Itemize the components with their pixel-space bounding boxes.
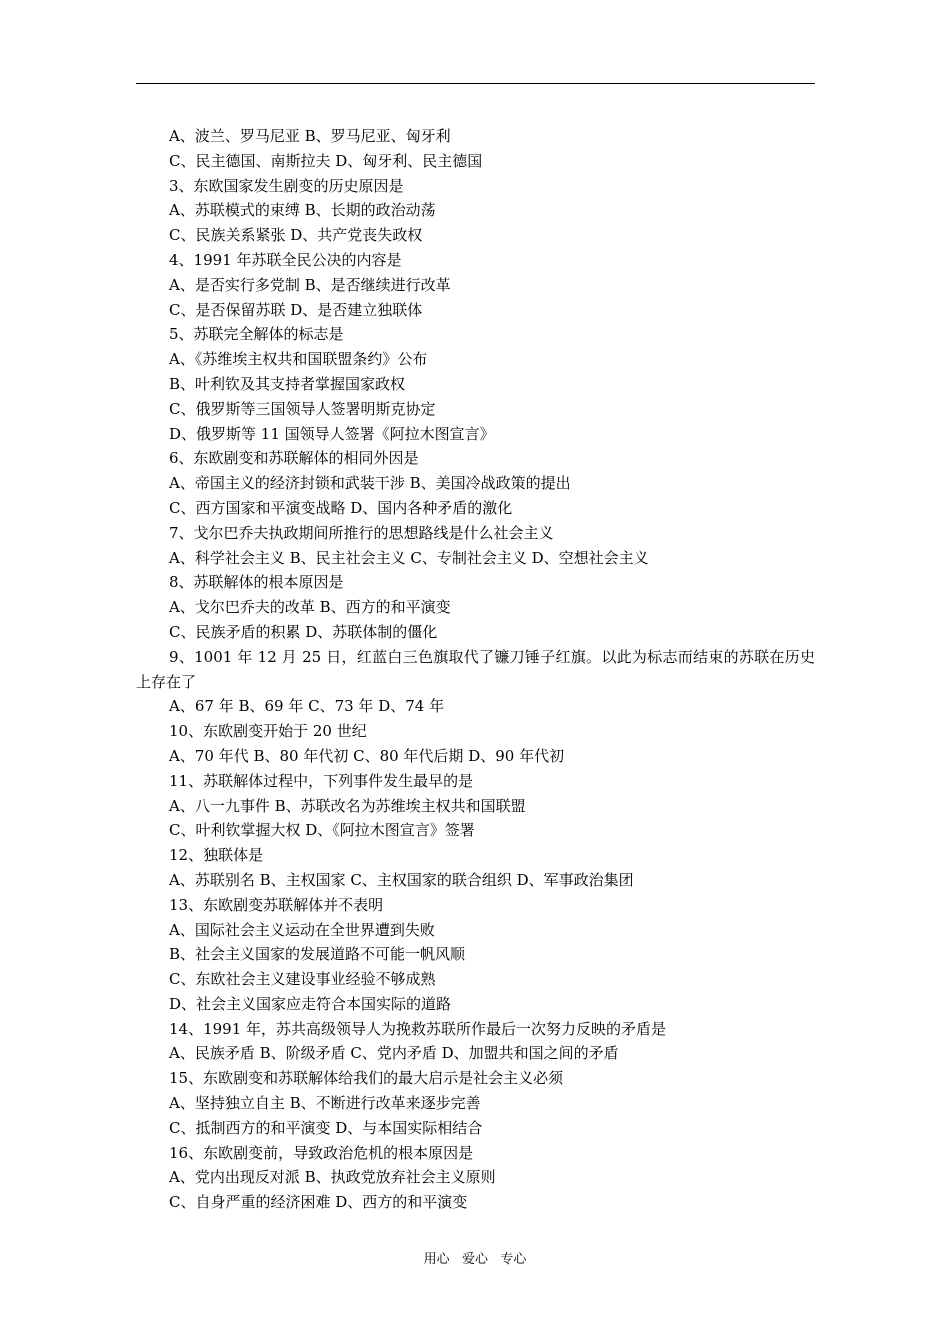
header-rule: [136, 83, 815, 84]
question-line: 10、东欧剧变开始于 20 世纪: [169, 722, 367, 741]
question-line: 3、东欧国家发生剧变的历史原因是: [169, 176, 404, 195]
question-line: 13、东欧剧变苏联解体并不表明: [169, 895, 384, 914]
question-line: 12、独联体是: [169, 846, 264, 865]
option-line: A、八一九事件 B、苏联改名为苏维埃主权共和国联盟: [169, 796, 526, 815]
question-line: 4、1991 年苏联全民公决的内容是: [169, 250, 402, 269]
option-line: A、苏联别名 B、主权国家 C、主权国家的联合组织 D、军事政治集团: [169, 870, 634, 889]
option-line: C、民族关系紧张 D、共产党丧失政权: [169, 226, 423, 245]
question-line: 16、东欧剧变前，导致政治危机的根本原因是: [169, 1143, 474, 1162]
option-line: A、党内出现反对派 B、执政党放弃社会主义原则: [169, 1168, 496, 1187]
option-line: A、国际社会主义运动在全世界遭到失败: [169, 920, 435, 939]
option-line: C、叶利钦掌握大权 D、《阿拉木图宣言》签署: [169, 821, 475, 840]
option-line: C、是否保留苏联 D、是否建立独联体: [169, 300, 423, 319]
option-line: C、抵制西方的和平演变 D、与本国实际相结合: [169, 1118, 483, 1137]
option-line: C、俄罗斯等三国领导人签署明斯克协定: [169, 399, 436, 418]
option-line: A、坚持独立自主 B、不断进行改革来逐步完善: [169, 1094, 481, 1113]
option-line: C、民主德国、南斯拉夫 D、匈牙利、民主德国: [169, 151, 483, 170]
option-line: A、苏联模式的束缚 B、长期的政治动荡: [169, 201, 436, 220]
question-line: 11、苏联解体过程中，下列事件发生最早的是: [169, 771, 474, 790]
option-line: A、67 年 B、69 年 C、73 年 D、74 年: [169, 697, 445, 716]
option-line: A、70 年代 B、80 年代初 C、80 年代后期 D、90 年代初: [169, 746, 565, 765]
option-line: D、社会主义国家应走符合本国实际的道路: [169, 994, 452, 1013]
question-line: 7、戈尔巴乔夫执政期间所推行的思想路线是什么社会主义: [169, 523, 554, 542]
option-line: B、社会主义国家的发展道路不可能一帆风顺: [169, 945, 466, 964]
option-line: A、帝国主义的经济封锁和武装干涉 B、美国冷战政策的提出: [169, 474, 571, 493]
option-line: B、叶利钦及其支持者掌握国家政权: [169, 374, 406, 393]
option-line: A、民族矛盾 B、阶级矛盾 C、党内矛盾 D、加盟共和国之间的矛盾: [169, 1044, 619, 1063]
question-paragraph: 9、1001 年 12 月 25 日，红蓝白三色旗取代了镰刀锤子红旗。以此为标志而结束的苏联在历史上存在了: [136, 647, 815, 691]
option-line: A、科学社会主义 B、民主社会主义 C、专制社会主义 D、空想社会主义: [169, 548, 649, 567]
option-line: C、东欧社会主义建设事业经验不够成熟: [169, 970, 436, 989]
question-line: 14、1991 年，苏共高级领导人为挽救苏联所作最后一次努力反映的矛盾是: [169, 1019, 667, 1038]
document-body: [136, 124, 815, 1215]
option-line: A、是否实行多党制 B、是否继续进行改革: [169, 275, 451, 294]
option-line: C、民族矛盾的积累 D、苏联体制的僵化: [169, 622, 438, 641]
question-line: 8、苏联解体的根本原因是: [169, 573, 344, 592]
option-line: D、俄罗斯等 11 国领导人签署《阿拉木图宣言》: [169, 424, 495, 443]
question-line: 5、苏联完全解体的标志是: [169, 325, 344, 344]
question-line: 15、东欧剧变和苏联解体给我们的最大启示是社会主义必须: [169, 1069, 564, 1088]
page-footer: 用心 爱心 专心: [423, 1252, 527, 1267]
question-line: 6、东欧剧变和苏联解体的相同外因是: [169, 449, 419, 468]
option-line: A、波兰、罗马尼亚 B、罗马尼亚、匈牙利: [169, 127, 451, 145]
option-line: C、自身严重的经济困难 D、西方的和平演变: [169, 1193, 468, 1212]
option-line: A、戈尔巴乔夫的改革 B、西方的和平演变: [169, 598, 451, 617]
option-line: A、《苏维埃主权共和国联盟条约》公布: [169, 350, 428, 369]
option-line: C、西方国家和平演变战略 D、国内各种矛盾的激化: [169, 498, 513, 517]
